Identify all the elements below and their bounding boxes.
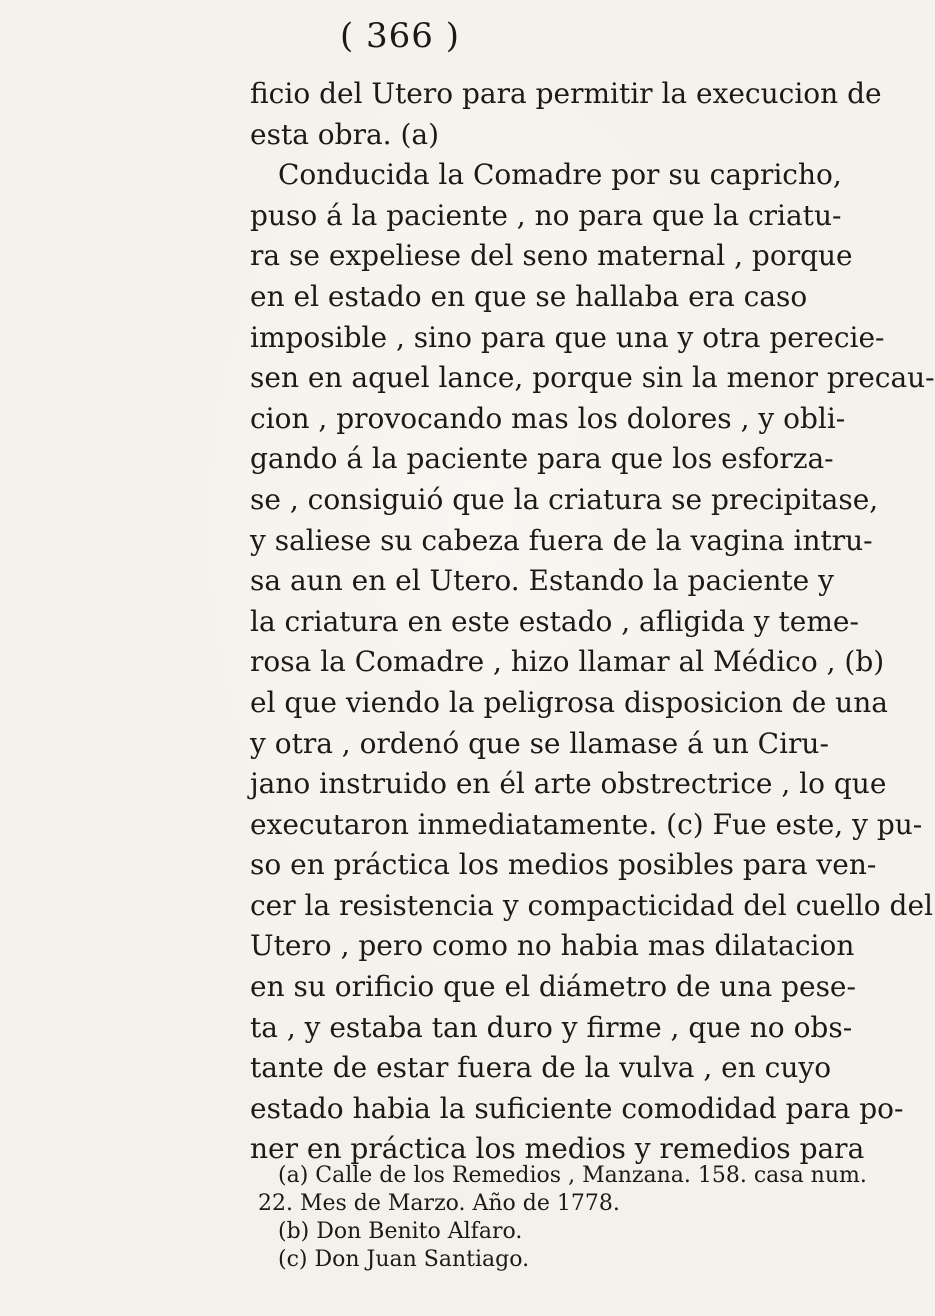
text-line: Conducida la Comadre por su capricho, [278,158,842,192]
text-line: ner en práctica los medios y remedios para [250,1132,865,1166]
text-line: esta obra. (a) [250,117,439,151]
text-line: cer la resistencia y compacticidad del cuello del [250,888,933,922]
text-line: cion , provocando mas los dolores , y obli- [250,401,846,435]
text-line: en el estado en que se hallaba era caso [250,279,808,313]
text-line: la criatura en este estado , afligida y teme- [250,604,859,638]
text-line: el que viendo la peligrosa disposicion de una [250,685,888,719]
text-line: y saliese su cabeza fuera de la vagina intru- [250,523,873,557]
text-line: executaron inmediatamente. (c) Fue este, y pu- [250,807,923,841]
text-line: sa aun en el Utero. Estando la paciente y [250,564,834,598]
text-line: jano instruido en él arte obstrectrice , lo que [250,767,887,801]
text-line: sen en aquel lance, porque sin la menor precau- [250,361,935,395]
text-line: tante de estar fuera de la vulva , en cuyo [250,1051,832,1085]
text-line: estado habia la suficiente comodidad para po- [250,1091,904,1125]
footnote-a: (a) Calle de los Remedios , Manzana. 158. casa num. [278,1163,867,1188]
footnotes [258,1162,867,1274]
text-line: so en práctica los medios posibles para ven- [250,848,877,882]
text-line: puso á la paciente , no para que la criatu- [250,198,842,232]
body-text [250,74,935,1170]
text-line: gando á la paciente para que los esforza- [250,442,834,476]
text-line: ficio del Utero para permitir la execucion de [250,77,882,110]
text-line: ra se expeliese del seno maternal , porque [250,239,853,273]
text-line: Utero , pero como no habia mas dilatacion [250,929,855,963]
footnote-c: (c) Don Juan Santiago. [278,1247,530,1272]
text-line: en su orificio que el diámetro de una pese- [250,970,856,1004]
footnote-a-continued: 22. Mes de Marzo. Año de 1778. [258,1191,620,1216]
text-line: se , consiguió que la criatura se precipitase, [250,482,879,516]
text-line: imposible , sino para que una y otra perecie- [250,320,885,354]
text-line: y otra , ordenó que se llamase á un Ciru- [250,726,829,760]
text-line: ta , y estaba tan duro y firme , que no obs- [250,1010,853,1044]
footnote-b: (b) Don Benito Alfaro. [278,1219,523,1244]
text-line: rosa la Comadre , hizo llamar al Médico , (b) [250,645,885,679]
page-number: ( 366 ) [339,16,461,56]
